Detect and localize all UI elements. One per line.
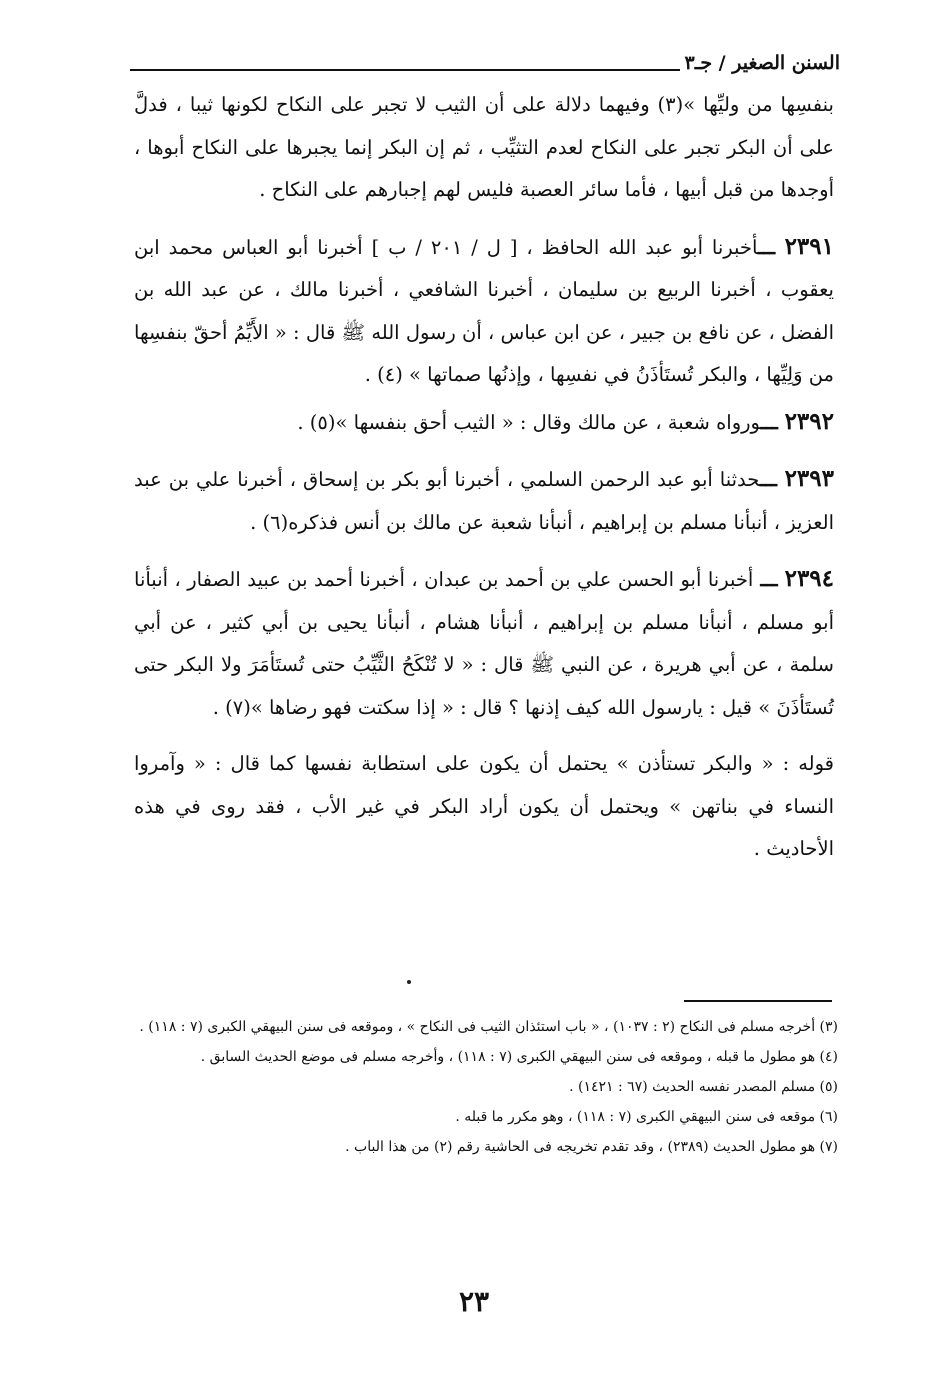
commentary-paragraph: قوله : « والبكر تستأذن » يحتمل أن يكون على استطابة نفسها كما قال : « وآمروا النساء في بناتهن » ويحتمل أن يكون أراد البكر في غير الأب ، فقد روى في هذه الأحاديث .: [134, 752, 834, 860]
hadith-2394: [134, 558, 834, 729]
footnote-5: (٥) مسلم المصدر نفسه الحديث (٦٧ : ١٤٢١) .: [569, 1079, 838, 1095]
hadith-dash: ـــ: [760, 410, 785, 434]
footnote-7: (٧) هو مطول الحديث (٢٣٨٩) ، وقد تقدم تخريجه فى الحاشية رقم (٢) من هذا الباب .: [345, 1139, 838, 1155]
footnote-3: (٣) أخرجه مسلم فى النكاح (٢ : ١٠٣٧) ، « باب استئذان الثيب فى النكاح » ، وموقعه فى سنن البيهقي الكبرى (٧ : ١١٨) .: [139, 1019, 838, 1035]
footnote-6: (٦) موقعه فى سنن البيهقي الكبرى (٧ : ١١٨) ، وهو مكرر ما قبله .: [455, 1109, 838, 1125]
hadith-text: أخبرنا أبو عبد الله الحافظ ، [ ل / ٢٠١ / ب ] أخبرنا أبو العباس محمد ابن يعقوب ، أخبرنا الربيع بن سليمان ، أخبرنا الشافعي ، أخبرنا مالك ، عن عبد الله بن الفضل ، عن نافع بن جبير ، عن ابن عباس ، أن رسول الله ﷺ قال : « الأَيِّمُ أحقّ بنفسِها من وَلِيِّها ، والبكر تُستَأذَنُ في نفسِها ، وإذنُها صماتها » (٤) .: [134, 235, 834, 386]
hadith-number: ٢٣٩٣: [784, 465, 834, 492]
hadith-text: ورواه شعبة ، عن مالك وقال : « الثيب أحق بنفسها »(٥) .: [297, 410, 761, 434]
hadith-text: أخبرنا أبو الحسن علي بن أحمد بن عبدان ، أخبرنا أحمد بن عبيد الصفار ، أنبأنا أبو مسلم ، أنبأنا مسلم بن إبراهيم ، أنبأنا هشام ، أنبأنا يحيى بن أبي كثير ، عن أبي سلمة ، عن أبي هريرة ، عن النبي ﷺ قال : « لا تُنْكَحُ الثَّيِّبُ حتى تُستَأمَرَ ولا البكر حتى تُستَأذَنَ » قيل : يارسول الله كيف إذنها ؟ قال : « إذا سكتت فهو رضاها »(٧) .: [134, 568, 834, 719]
hadith-2391: [134, 226, 834, 397]
header-rule: [130, 69, 680, 71]
page-number: ٢٣: [458, 1285, 490, 1318]
footnote-4: (٤) هو مطول ما قبله ، وموقعه فى سنن البيهقي الكبرى (٧ : ١١٨) ، وأخرجه مسلم فى موضع الحديث السابق .: [200, 1049, 838, 1065]
running-header: [130, 50, 840, 84]
hadith-dash: ـــ: [757, 235, 785, 259]
hadith-dash: ـــ: [753, 568, 785, 591]
hadith-2393: [134, 458, 834, 544]
hadith-number: ٢٣٩١: [784, 232, 834, 260]
print-speck: [407, 980, 411, 984]
footnotes: [134, 1012, 838, 1162]
hadith-number: ٢٣٩٤: [784, 565, 835, 592]
header-title: السنن الصغير / جـ٣: [684, 52, 840, 74]
hadith-2392: [134, 401, 834, 445]
hadith-dash: ـــ: [759, 468, 785, 491]
footnote-separator: [684, 1000, 832, 1002]
hadith-text: حدثنا أبو عبد الرحمن السلمي ، أخبرنا أبو بكر بن إسحاق ، أخبرنا علي بن عبد العزيز ، أنبأنا مسلم بن إبراهيم ، أنبأنا شعبة عن مالك بن أنس فذكره(٦) .: [134, 468, 834, 534]
main-text: [134, 84, 834, 871]
hadith-number: ٢٣٩٢: [784, 407, 834, 435]
intro-paragraph: بنفسِها من وليِّها »(٣) وفيهما دلالة على أن الثيب لا تجبر على النكاح لكونها ثيبا ، فدلَّ على أن البكر تجبر على النكاح لعدم التثيِّب ، ثم إن البكر إنما يجبرها على النكاح أبوها ، أوجدها من قبل أبيها ، فأما سائر العصبة فليس لهم إجبارهم على النكاح .: [134, 93, 834, 201]
